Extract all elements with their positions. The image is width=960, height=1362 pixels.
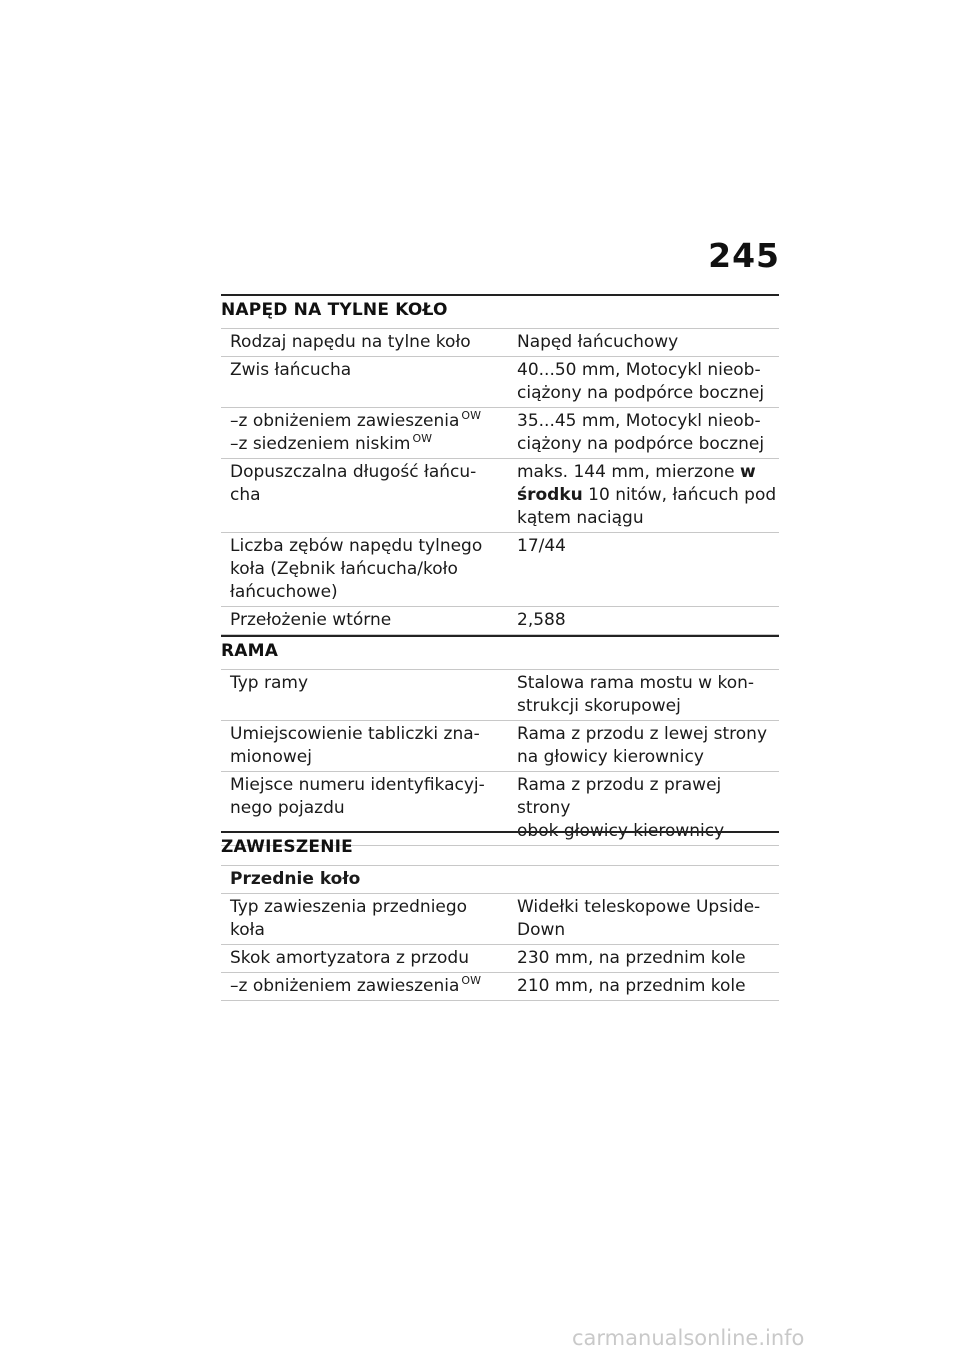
spec-label: Miejsce numeru identyfikacyj- nego pojazdu [221,772,508,846]
spec-value: 230 mm, na przednim kole [508,945,779,973]
table-subheading-row [221,866,779,894]
table-row [221,721,779,772]
spec-label: Skok amortyzatora z przodu [221,945,508,973]
spec-value: 210 mm, na przednim kole [508,973,779,1001]
section-frame [221,635,779,846]
spec-label: Umiejscowienie tabliczki zna- mionowej [221,721,508,772]
spec-label: Typ ramy [221,670,508,721]
table-row [221,894,779,945]
spec-value: Widełki teleskopowe Upside- Down [508,894,779,945]
table-row [221,670,779,721]
spec-label: Zwis łańcucha [221,357,508,408]
spec-table-drive [221,328,779,635]
section-title-frame: RAMA [221,635,779,669]
subheading-front-wheel: Przednie koło [221,866,779,894]
section-title-suspension: ZAWIESZENIE [221,831,779,865]
spec-label: Rodzaj napędu na tylne koło [221,329,508,357]
section-drive [221,294,779,635]
ow-superscript: OW [412,432,432,446]
spec-value: 35...45 mm, Motocykl nieob- ciążony na podpórce bocznej [508,408,779,459]
spec-label: Typ zawieszenia przedniego koła [221,894,508,945]
spec-value: Napęd łańcuchowy [508,329,779,357]
ow-superscript: OW [461,974,481,988]
spec-label: –z obniżeniem zawieszenia $^{OW}$ –z siedzeniem niskim $^{OW}$ [221,408,508,459]
spec-label: Przełożenie wtórne [221,607,508,635]
spec-value: Stalowa rama mostu w kon- strukcji skorupowej [508,670,779,721]
spec-table-suspension [221,865,779,1001]
spec-value: Rama z przodu z lewej strony na głowicy kierownicy [508,721,779,772]
spec-value: Rama z przodu z prawej strony obok głowicy kierownicy [508,772,779,846]
spec-table-frame [221,669,779,846]
table-row [221,533,779,607]
spec-value: 2,588 [508,607,779,635]
spec-value: 17/44 [508,533,779,607]
section-title-drive: NAPĘD NA TYLNE KOŁO [221,294,779,328]
spec-label: –z obniżeniem zawieszenia $^{OW}$ [221,973,508,1001]
watermark: carmanualsonline.info [572,1326,805,1350]
spec-label: Dopuszczalna długość łańcu- cha [221,459,508,533]
ow-superscript: OW [461,409,481,423]
table-row [221,973,779,1001]
table-row [221,357,779,408]
spec-value: 40...50 mm, Motocykl nieob- ciążony na podpórce bocznej [508,357,779,408]
section-suspension [221,831,779,1001]
table-row [221,408,779,459]
table-row [221,945,779,973]
table-row [221,459,779,533]
page-number: 245 [708,236,780,275]
spec-label: Liczba zębów napędu tylnego koła (Zębnik łańcucha/koło łańcuchowe) [221,533,508,607]
table-row [221,329,779,357]
spec-value: maks. 144 mm, mierzone w środku 10 nitów, łańcuch pod kątem naciągu [508,459,779,533]
table-row [221,607,779,635]
